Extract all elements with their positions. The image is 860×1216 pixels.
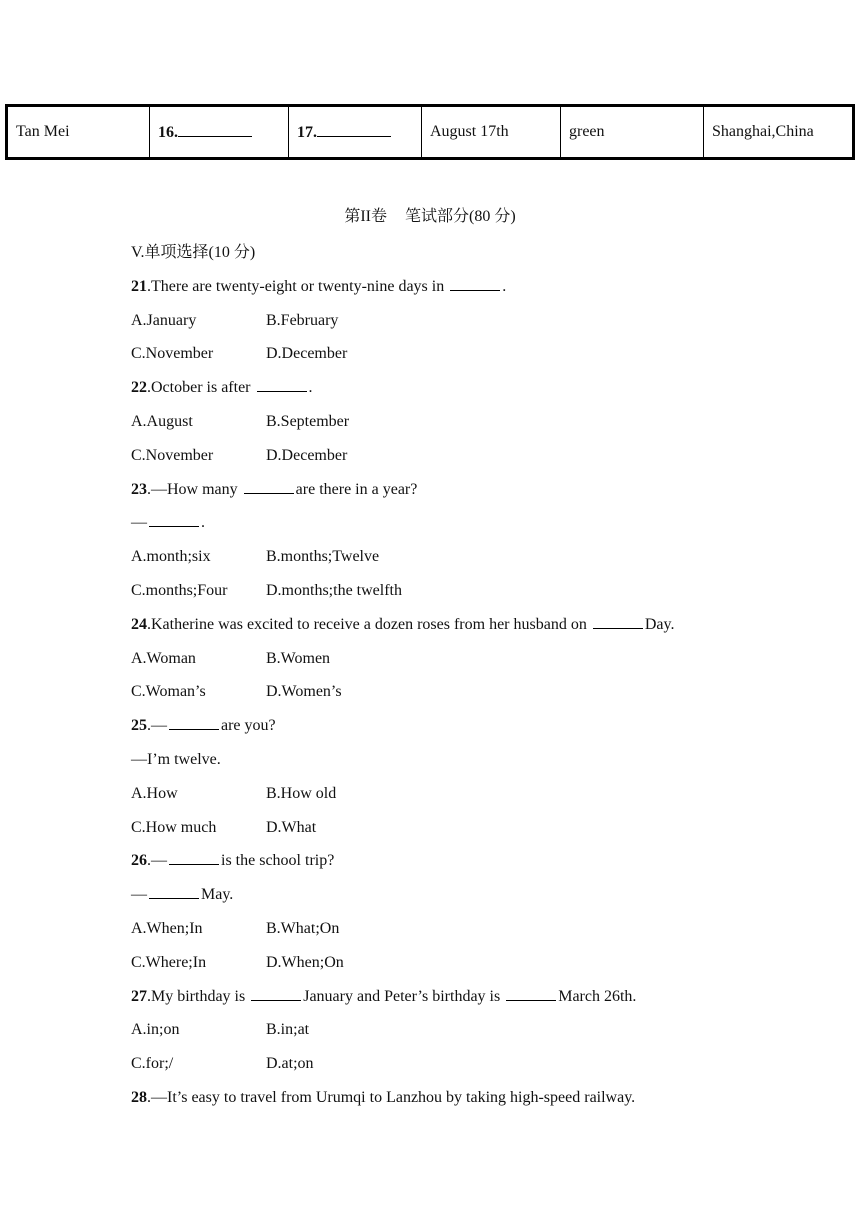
answer-blank	[593, 616, 643, 629]
question-text: .—It’s easy to travel from Urumqi to Lanzhou by taking high-speed railway.	[147, 1088, 636, 1106]
option-b[interactable]: B.What;On	[266, 919, 340, 937]
answer-blank	[169, 717, 219, 730]
question-27	[131, 980, 831, 1014]
table-cell-blank-17	[289, 106, 422, 159]
answer-line: —I’m twelve.	[131, 750, 221, 768]
option-c[interactable]: C.for;/	[131, 1055, 174, 1073]
question-number: 23	[131, 480, 147, 498]
option-c[interactable]: C.months;Four	[131, 581, 228, 599]
answer-blank	[450, 278, 500, 291]
question-text: .	[308, 379, 313, 397]
answer-line	[131, 878, 831, 912]
option-b[interactable]: B.February	[266, 311, 339, 329]
question-section	[131, 236, 831, 1115]
question-text: .My birthday is	[147, 987, 250, 1005]
part-title: 笔试部分(80 分)	[405, 208, 516, 225]
question-23	[131, 473, 831, 507]
question-text: .There are twenty-eight or twenty-nine days in	[147, 277, 449, 295]
option-a[interactable]: A.Woman	[131, 649, 196, 667]
answer-text: .	[201, 514, 205, 532]
options-row	[131, 304, 831, 338]
option-d[interactable]: D.What	[266, 818, 317, 836]
answer-blank	[169, 852, 219, 865]
options-row	[131, 946, 831, 980]
question-text: January and Peter’s birthday is	[303, 987, 505, 1005]
question-text: .—How many	[147, 480, 242, 498]
option-b[interactable]: B.September	[266, 412, 350, 430]
blank-number: 17.	[297, 124, 317, 141]
options-row	[131, 540, 831, 574]
question-number: 26	[131, 852, 147, 870]
option-d[interactable]: D.When;On	[266, 953, 344, 971]
question-22	[131, 371, 831, 405]
options-row	[131, 337, 831, 371]
options-row	[131, 1013, 831, 1047]
answer-text: May.	[201, 886, 234, 904]
option-a[interactable]: A.August	[131, 412, 193, 430]
question-text: .—	[147, 852, 167, 870]
options-row	[131, 675, 831, 709]
info-table	[5, 104, 855, 160]
option-c[interactable]: C.Woman’s	[131, 683, 206, 701]
table-cell: Tan Mei	[7, 106, 150, 159]
option-d[interactable]: D.months;the twelfth	[266, 581, 402, 599]
question-number: 27	[131, 987, 147, 1005]
option-a[interactable]: A.in;on	[131, 1021, 180, 1039]
option-d[interactable]: D.December	[266, 446, 348, 464]
question-number: 25	[131, 717, 147, 735]
answer-blank	[149, 886, 199, 899]
question-21	[131, 270, 831, 304]
table-row	[7, 106, 854, 159]
options-row	[131, 642, 831, 676]
question-24	[131, 608, 831, 642]
question-text: March 26th.	[558, 987, 637, 1005]
blank-number: 16.	[158, 124, 178, 141]
question-text: .October is after	[147, 379, 255, 397]
options-row	[131, 574, 831, 608]
option-d[interactable]: D.Women’s	[266, 683, 342, 701]
option-c[interactable]: C.November	[131, 345, 214, 363]
question-25	[131, 709, 831, 743]
question-28	[131, 1081, 831, 1115]
table-cell: green	[561, 106, 704, 159]
answer-blank	[178, 122, 252, 137]
answer-blank	[317, 122, 391, 137]
option-a[interactable]: A.month;six	[131, 548, 211, 566]
question-text: .—	[147, 717, 167, 735]
option-a[interactable]: A.When;In	[131, 919, 203, 937]
answer-blank	[257, 379, 307, 392]
options-row	[131, 912, 831, 946]
option-c[interactable]: C.November	[131, 446, 214, 464]
question-text: Day.	[644, 615, 675, 633]
answer-blank	[506, 988, 556, 1001]
option-d[interactable]: D.at;on	[266, 1055, 314, 1073]
option-b[interactable]: B.in;at	[266, 1021, 310, 1039]
option-a[interactable]: A.How	[131, 784, 178, 802]
options-row	[131, 777, 831, 811]
question-number: 28	[131, 1088, 147, 1106]
dash: —	[131, 514, 147, 532]
question-26	[131, 844, 831, 878]
options-row	[131, 439, 831, 473]
dash: —	[131, 886, 147, 904]
question-text: .Katherine was excited to receive a dozen roses from her husband on	[147, 615, 591, 633]
question-text: are there in a year?	[295, 480, 418, 498]
question-text: is the school trip?	[221, 852, 335, 870]
option-c[interactable]: C.Where;In	[131, 953, 207, 971]
question-number: 21	[131, 277, 147, 295]
table-cell: Shanghai,China	[704, 106, 854, 159]
answer-blank	[149, 514, 199, 527]
option-b[interactable]: B.months;Twelve	[266, 548, 380, 566]
option-d[interactable]: D.December	[266, 345, 348, 363]
option-a[interactable]: A.January	[131, 311, 197, 329]
answer-blank	[251, 988, 301, 1001]
question-number: 22	[131, 379, 147, 397]
options-row	[131, 811, 831, 845]
option-c[interactable]: C.How much	[131, 818, 217, 836]
options-row	[131, 405, 831, 439]
option-b[interactable]: B.Women	[266, 649, 331, 667]
table-cell: August 17th	[422, 106, 561, 159]
part-heading	[0, 203, 860, 226]
answer-blank	[244, 481, 294, 494]
question-text: are you?	[221, 717, 276, 735]
option-b[interactable]: B.How old	[266, 784, 337, 802]
answer-line	[131, 506, 831, 540]
table-cell-blank-16	[150, 106, 289, 159]
section-title: V.单项选择(10 分)	[131, 244, 256, 261]
question-number: 24	[131, 615, 147, 633]
options-row	[131, 1047, 831, 1081]
part-label: 第II卷	[344, 208, 387, 225]
question-text: .	[502, 277, 507, 295]
